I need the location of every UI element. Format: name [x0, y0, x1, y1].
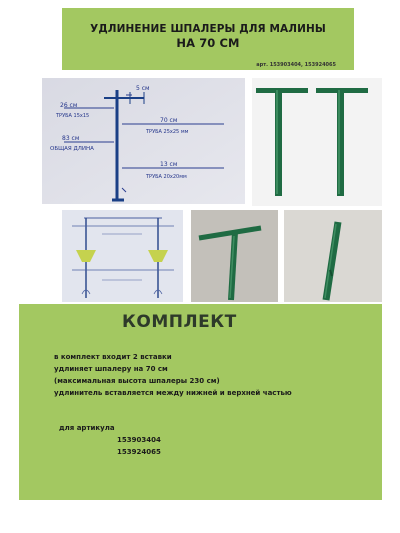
kit-articles [59, 422, 161, 458]
rod-closeup-drawing-2 [284, 210, 382, 302]
label-right-mid-sub: ТРУБА 25х25 мм [146, 129, 189, 135]
schematic-drawing [62, 210, 183, 302]
label-left-top: 26 см [60, 102, 78, 109]
kit-article-2: 153924065 [117, 448, 161, 456]
kit-line-1: в комплект входит 2 вставки [54, 353, 172, 361]
diagram-photo [42, 78, 245, 204]
label-right-mid: 70 см [160, 117, 178, 124]
kit-panel [19, 304, 382, 500]
article-numbers: арт. 153903404, 153924065 [256, 62, 336, 68]
label-top-small: 5 см [136, 85, 150, 92]
diagram-drawing [42, 78, 245, 204]
label-left-total-sub: ОБЩАЯ ДЛИНА [50, 146, 94, 152]
kit-description [54, 351, 292, 399]
kit-line-2: удлиняет шпалеру на 70 см [54, 365, 168, 373]
rods-photo [252, 78, 382, 206]
kit-article-1: 153903404 [117, 436, 161, 444]
title-line-1: УДЛИНЕНИЕ ШПАЛЕРЫ ДЛЯ МАЛИНЫ [90, 23, 326, 35]
schematic-photo [62, 210, 183, 302]
rods-drawing [252, 78, 382, 206]
label-right-bottom-sub: ТРУБА 20х20мм [146, 174, 187, 180]
rod-closeup-photo-2 [284, 210, 382, 302]
title-line-2: НА 70 СМ [176, 36, 240, 50]
kit-line-4: удлинитель вставляется между нижней и верхней частью [54, 389, 292, 397]
label-right-bottom: 13 см [160, 161, 178, 168]
rod-closeup-photo-1 [191, 210, 278, 302]
kit-articles-label: для артикула [59, 424, 115, 432]
kit-line-3: (максимальная высота шпалеры 230 см) [54, 377, 220, 385]
header-banner [62, 8, 354, 70]
rod-closeup-drawing-1 [191, 210, 278, 302]
label-left-top-sub: ТРУБА 15х15 [56, 113, 90, 119]
kit-title: КОМПЛЕКТ [122, 312, 237, 332]
label-left-total: 83 см [62, 135, 80, 142]
